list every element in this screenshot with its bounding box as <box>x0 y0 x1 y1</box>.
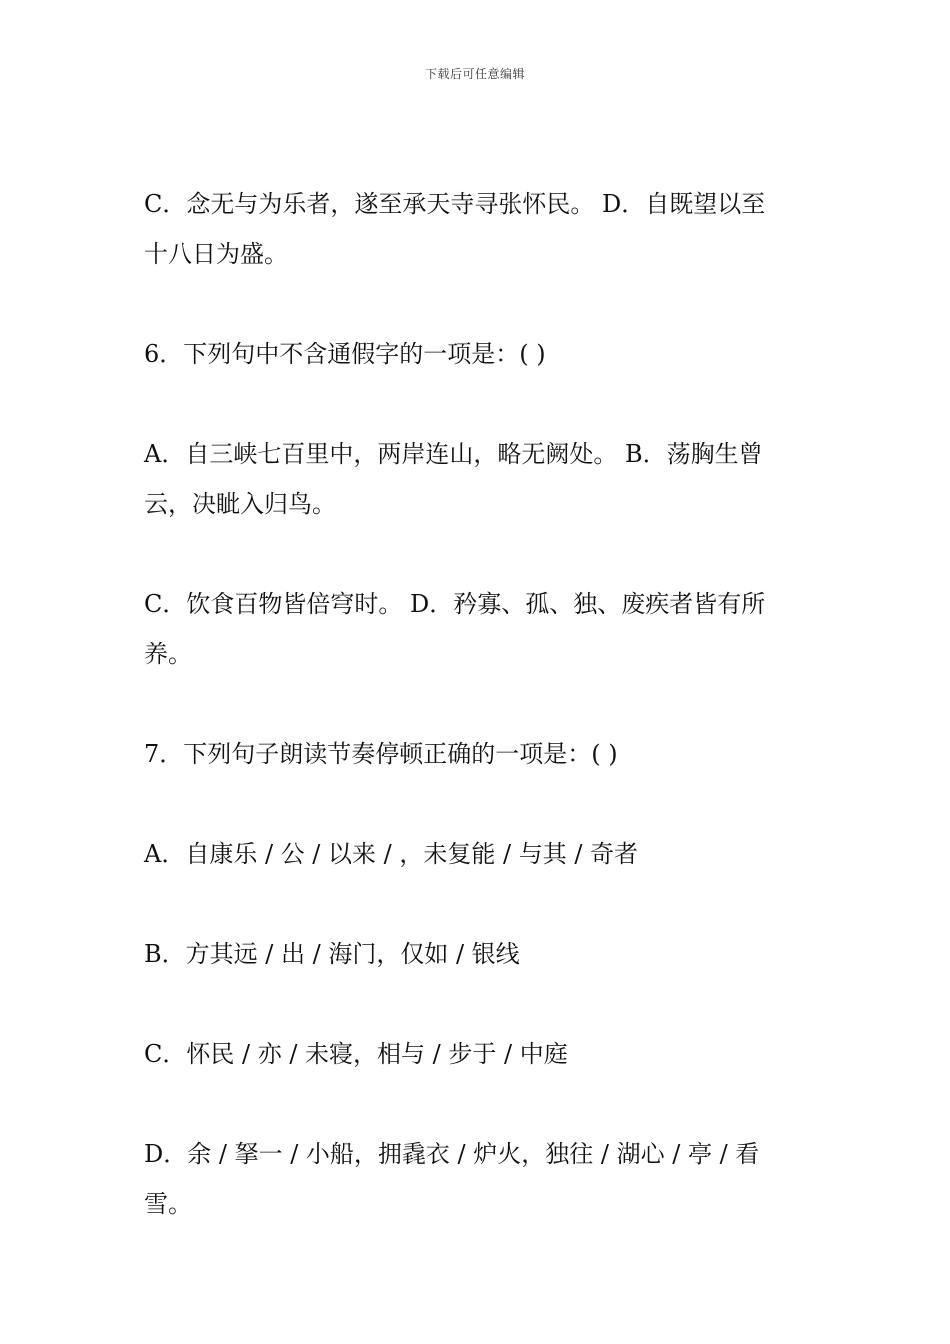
spacer <box>144 1079 824 1129</box>
text-line-q7-option-d: D．余 / 拏一 / 小船，拥毳衣 / 炉火，独往 / 湖心 / 亭 / 看 <box>144 1140 760 1168</box>
text-line-q7-option-d-cont: 雪。 <box>144 1190 192 1218</box>
spacer <box>144 679 824 729</box>
text-line-q6-option-a-b: A．自三峡七百里中，两岸连山，略无阙处。 B．荡胸生曾 <box>144 440 763 468</box>
spacer <box>144 529 824 579</box>
text-line-q7-option-c: C．怀民 / 亦 / 未寝，相与 / 步于 / 中庭 <box>144 1040 568 1068</box>
spacer <box>144 979 824 1029</box>
text-line-q6-option-b-cont: 云，决眦入归鸟。 <box>144 490 336 518</box>
spacer <box>144 879 824 929</box>
text-line-q6-option-c-d: C．饮食百物皆倍穹时。 D．矜寡、孤、独、废疾者皆有所 <box>144 590 766 618</box>
document-body <box>144 179 824 1229</box>
text-line-q5-option-d-cont: 十八日为盛。 <box>144 240 288 268</box>
text-line-q7-option-b: B．方其远 / 出 / 海门，仅如 / 银线 <box>144 940 520 968</box>
text-line-q6-option-d-cont: 养。 <box>144 640 192 668</box>
question-7: 7．下列句子朗读节奏停顿正确的一项是：( ) <box>144 740 618 768</box>
text-line-q5-option-c-d: C．念无与为乐者，遂至承天寺寻张怀民。 D．自既望以至 <box>144 190 766 218</box>
page-header: 下载后可任意编辑 <box>424 67 525 81</box>
spacer <box>144 279 824 329</box>
spacer <box>144 779 824 829</box>
spacer <box>144 379 824 429</box>
text-line-q7-option-a: A．自康乐 / 公 / 以来 / ，未复能 / 与其 / 奇者 <box>144 840 639 868</box>
question-6: 6．下列句中不含通假字的一项是：( ) <box>144 340 546 368</box>
